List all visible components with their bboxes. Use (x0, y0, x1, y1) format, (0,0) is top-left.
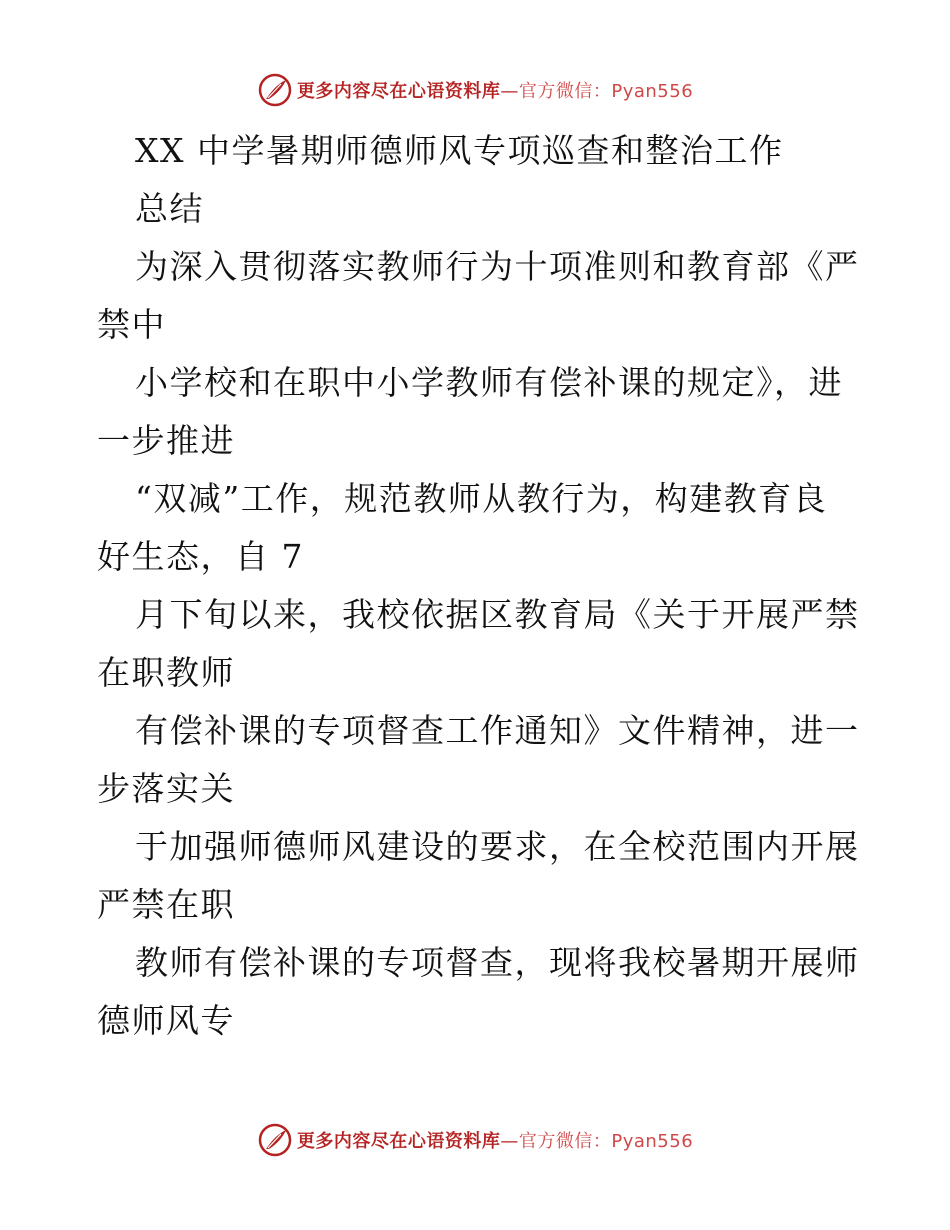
text-line: 教师有偿补课的专项督查，现将我校暑期开展师 (135, 943, 860, 982)
banner-dash: — (500, 1131, 519, 1152)
text-line: 总结 (135, 189, 204, 228)
text-line: 德师风专 (97, 1001, 235, 1040)
text-line: 在职教师 (97, 653, 235, 692)
text-line: XX 中学暑期师德师风专项巡查和整治工作 (135, 131, 784, 170)
banner-contact-text: 官方微信：Pyan556 (518, 1131, 694, 1152)
text-line: 小学校和在职中小学教师有偿补课的规定》，进 (135, 363, 843, 402)
footer-banner (0, 1118, 950, 1162)
feather-pen-logo-icon (257, 72, 293, 108)
banner-dash: — (500, 81, 519, 102)
text-line: 严禁在职 (97, 885, 235, 924)
text-line: 步落实关 (97, 769, 235, 808)
banner-text (297, 77, 693, 103)
header-banner (0, 68, 950, 112)
text-line: “双减”工作，规范教师从教行为，构建教育良 (135, 479, 828, 518)
document-body (97, 122, 860, 1050)
banner-main-text: 更多内容尽在心语资料库 (296, 81, 501, 102)
text-line: 月下旬以来，我校依据区教育局《关于开展严禁 (135, 595, 860, 634)
feather-pen-logo-icon (257, 1122, 293, 1158)
banner-contact-text: 官方微信：Pyan556 (518, 81, 694, 102)
banner-text (297, 1127, 693, 1153)
text-line: 好生态，自 7 (97, 537, 304, 576)
text-line: 禁中 (97, 305, 166, 344)
banner-main-text: 更多内容尽在心语资料库 (296, 1131, 501, 1152)
text-line: 为深入贯彻落实教师行为十项准则和教育部《严 (135, 247, 860, 286)
text-line: 有偿补课的专项督查工作通知》文件精神，进一 (135, 711, 860, 750)
text-line: 于加强师德师风建设的要求，在全校范围内开展 (135, 827, 860, 866)
text-line: 一步推进 (97, 421, 235, 460)
